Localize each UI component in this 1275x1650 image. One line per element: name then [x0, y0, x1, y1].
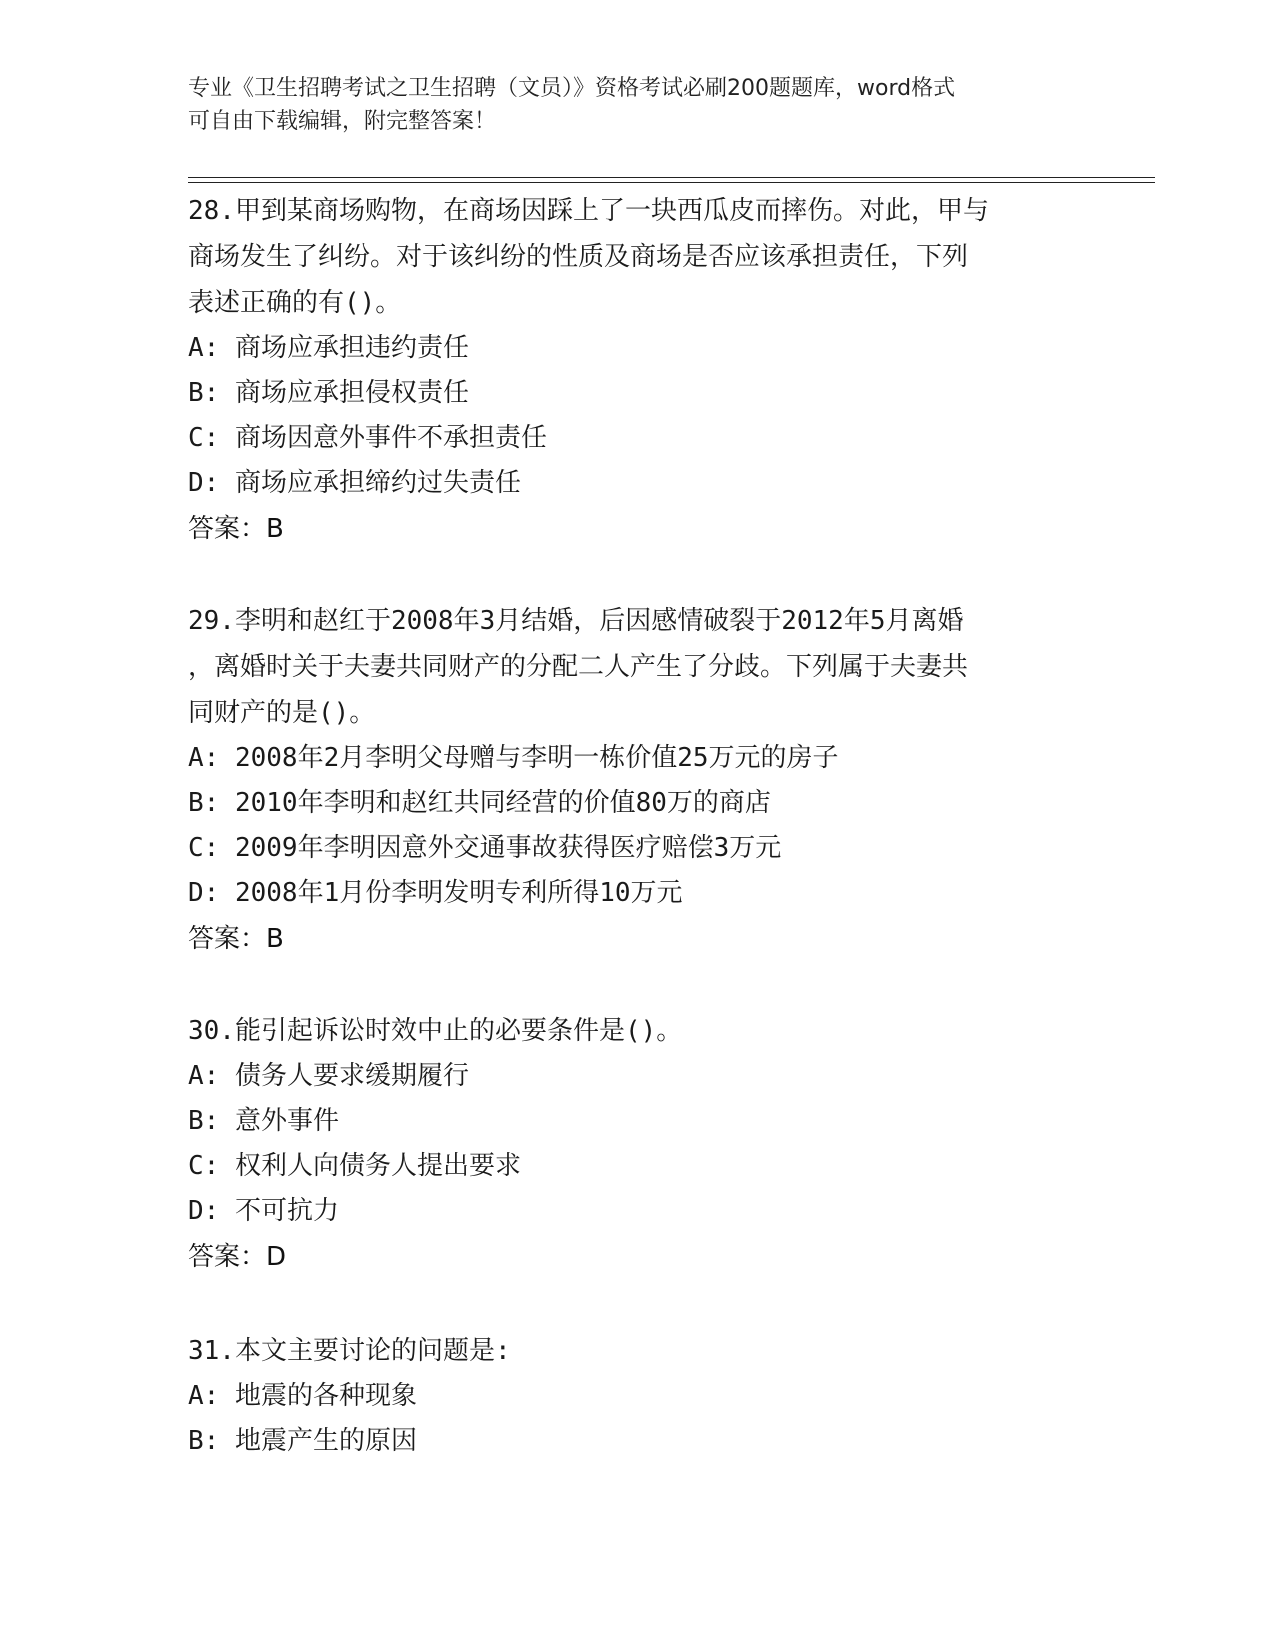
option-a: A: 2008年2月李明父母赠与李明一栋价值25万元的房子 [188, 743, 839, 773]
answer-line: 答案：B [188, 514, 284, 544]
question-stem-line: ，离婚时关于夫妻共同财产的分配二人产生了分歧。下列属于夫妻共 [188, 652, 969, 682]
option-d: D: 2008年1月份李明发明专利所得10万元 [188, 878, 683, 908]
question-stem-line: 表述正确的有()。 [188, 288, 402, 318]
option-d: D: 商场应承担缔约过失责任 [188, 468, 521, 498]
question-stem-line: 30.能引起诉讼时效中止的必要条件是()。 [188, 1016, 683, 1046]
question-29 [188, 598, 1088, 962]
answer-line: 答案：D [188, 1242, 287, 1272]
option-d: D: 不可抗力 [188, 1196, 339, 1226]
header-line-2: 可自由下载编辑，附完整答案！ [188, 109, 497, 134]
option-b: B: 地震产生的原因 [188, 1426, 417, 1456]
header-line-1: 专业《卫生招聘考试之卫生招聘（文员）》资格考试必刷200题题库，word格式 [188, 76, 956, 101]
question-30 [188, 1008, 1088, 1280]
option-a: A: 债务人要求缓期履行 [188, 1061, 469, 1091]
question-stem-line: 商场发生了纠纷。对于该纠纷的性质及商场是否应该承担责任，下列 [188, 242, 969, 272]
option-c: C: 商场因意外事件不承担责任 [188, 423, 547, 453]
question-stem-line: 29.李明和赵红于2008年3月结婚，后因感情破裂于2012年5月离婚 [188, 606, 964, 636]
question-stem-line: 28.甲到某商场购物，在商场因踩上了一块西瓜皮而摔伤。对此，甲与 [188, 196, 989, 226]
header-rule-top [188, 177, 1155, 178]
question-stem-line: 31.本文主要讨论的问题是: [188, 1336, 511, 1366]
option-b: B: 意外事件 [188, 1106, 339, 1136]
question-31 [188, 1328, 1088, 1464]
question-stem-line: 同财产的是()。 [188, 698, 376, 728]
option-a: A: 商场应承担违约责任 [188, 333, 469, 363]
question-28 [188, 188, 1088, 552]
option-b: B: 商场应承担侵权责任 [188, 378, 469, 408]
header-rule-bottom [188, 182, 1155, 183]
option-c: C: 2009年李明因意外交通事故获得医疗赔偿3万元 [188, 833, 782, 863]
option-a: A: 地震的各种现象 [188, 1381, 417, 1411]
document-header [188, 72, 1088, 138]
option-c: C: 权利人向债务人提出要求 [188, 1151, 521, 1181]
option-b: B: 2010年李明和赵红共同经营的价值80万的商店 [188, 788, 771, 818]
answer-line: 答案：B [188, 924, 284, 954]
